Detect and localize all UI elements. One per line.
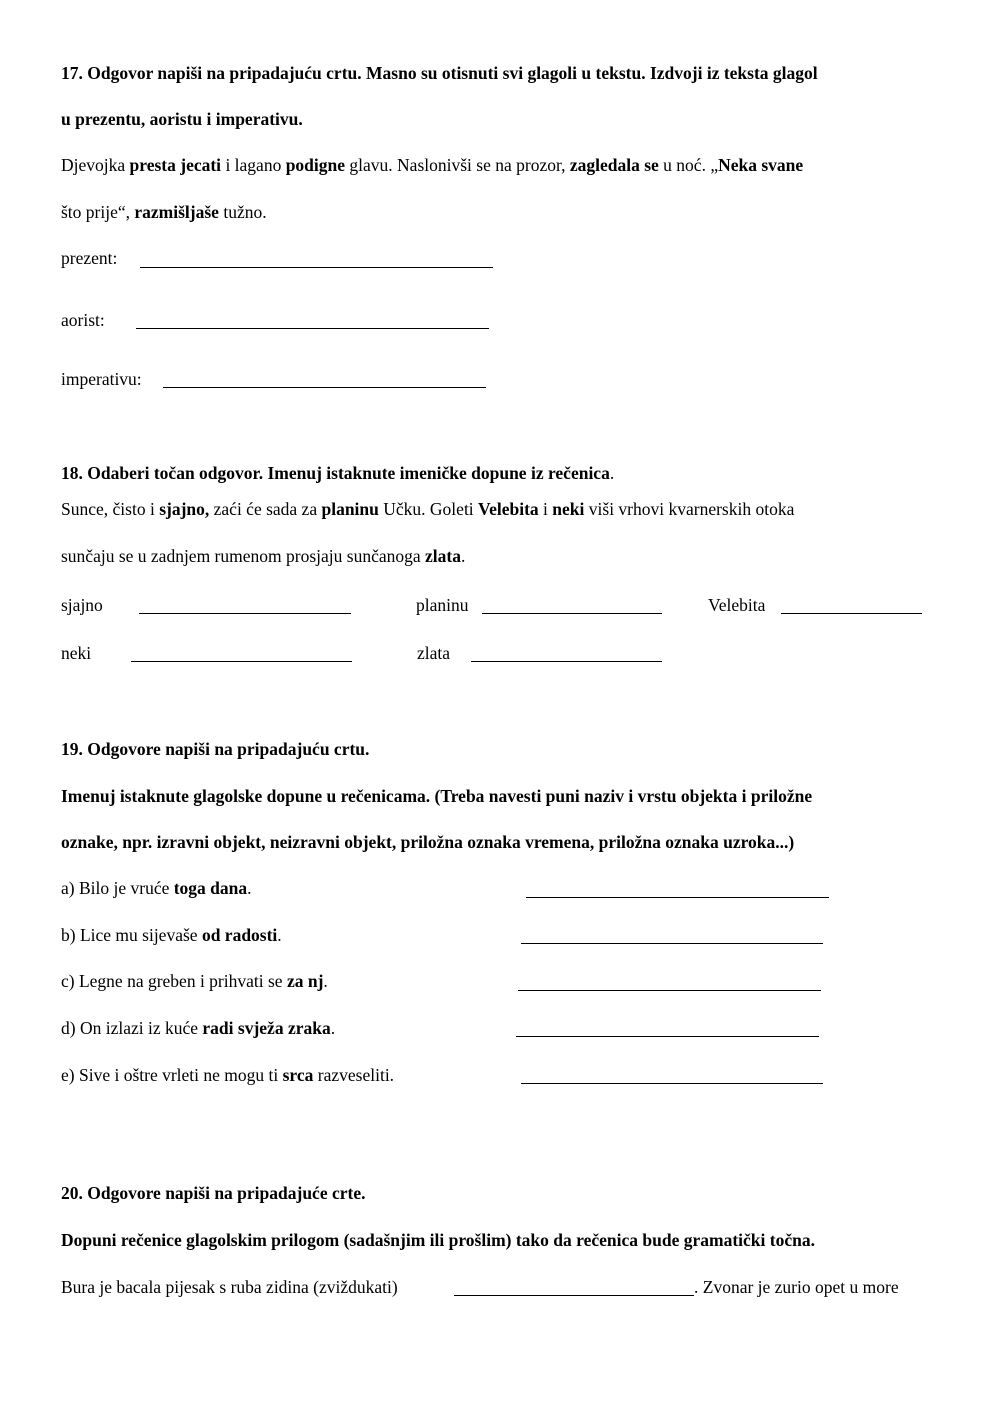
q19-sentence-c	[61, 969, 328, 993]
text-segment: sunčaju se u zadnjem rumenom prosjaju sunčanoga	[61, 546, 425, 566]
q17-heading-line1: 17. Odgovor napiši na pripadajuću crtu. Masno su otisnuti svi glagoli u tekstu. Izdvoji iz teksta glagol	[61, 63, 818, 83]
text-segment: tužno.	[218, 202, 267, 222]
q19-sentence-b	[61, 923, 282, 947]
q18-zlata-answer-line[interactable]	[471, 661, 662, 662]
bold-text-segment: neki	[552, 499, 585, 519]
bold-text-segment: Neka svane	[718, 155, 804, 175]
q17-imperativ-answer-line[interactable]	[163, 387, 486, 388]
text-segment: razveseliti.	[313, 1065, 395, 1085]
bold-text-segment: od radosti	[201, 925, 278, 945]
q18-text-line1	[61, 497, 794, 521]
text-segment: .	[330, 1018, 336, 1038]
text-segment: .	[323, 971, 328, 991]
q18-neki-answer-line[interactable]	[131, 661, 352, 662]
q17-aorist-label: aorist:	[61, 310, 105, 330]
q19-instruction-line1: Imenuj istaknute glagolske dopune u rečenicama. (Treba navesti puni naziv i vrstu objekta i priložne	[61, 786, 813, 806]
text-segment: u noć. „	[658, 155, 719, 175]
text-segment: što prije“,	[61, 202, 135, 222]
bold-text-segment: podigne	[285, 155, 346, 175]
q20-sentence-end: . Zvonar je zurio opet u more	[694, 1277, 899, 1297]
text-segment: Sunce, čisto i	[61, 499, 160, 519]
q19-sentence-e	[61, 1063, 394, 1087]
q19-answer-line-c[interactable]	[518, 990, 821, 991]
q20-instruction: Dopuni rečenice glagolskim prilogom (sadašnjim ili prošlim) tako da rečenica bude gramatički točna.	[61, 1230, 815, 1250]
q17-aorist-answer-line[interactable]	[136, 328, 489, 329]
text-segment: c) Legne na greben i prihvati se	[61, 971, 287, 991]
bold-text-segment: za nj	[286, 971, 324, 991]
q17-text-line1	[61, 153, 803, 177]
q18-heading-text: 18. Odaberi točan odgovor. Imenuj istaknute imeničke dopune iz rečenica	[61, 463, 610, 483]
text-segment: glavu. Naslonivši se na prozor,	[345, 155, 570, 175]
q18-planinu-label: planinu	[416, 595, 469, 615]
q17-heading-line2: u prezentu, aoristu i imperativu.	[61, 109, 303, 129]
q18-text-line2	[61, 544, 465, 568]
text-segment: viši vrhovi kvarnerskih otoka	[584, 499, 795, 519]
text-segment: .	[277, 925, 282, 945]
bold-text-segment: zlata	[425, 546, 461, 566]
q19-answer-line-b[interactable]	[521, 943, 823, 944]
q19-instruction-line2: oznake, npr. izravni objekt, neizravni objekt, priložna oznaka vremena, priložna oznaka uzroka...)	[61, 832, 795, 852]
text-segment: d) On izlazi iz kuće	[61, 1018, 203, 1038]
text-segment: i lagano	[221, 155, 286, 175]
q17-text-line2	[61, 200, 267, 224]
q18-neki-label: neki	[61, 643, 92, 663]
q18-zlata-label: zlata	[417, 643, 451, 663]
q20-answer-line[interactable]	[454, 1295, 694, 1296]
text-segment: .	[247, 878, 252, 898]
q20-sentence-start: Bura je bacala pijesak s ruba zidina (zviždukati)	[61, 1277, 398, 1297]
text-segment: a) Bilo je vruće	[61, 878, 174, 898]
q17-prezent-label: prezent:	[61, 248, 118, 268]
bold-text-segment: razmišljaše	[134, 202, 219, 222]
q18-velebita-label: Velebita	[708, 595, 766, 615]
q18-sjajno-label: sjajno	[61, 595, 103, 615]
text-segment: zaći će sada za	[209, 499, 322, 519]
q19-answer-line-d[interactable]	[516, 1036, 819, 1037]
bold-text-segment: sjajno,	[159, 499, 210, 519]
bold-text-segment: toga dana	[173, 878, 248, 898]
q18-velebita-answer-line[interactable]	[781, 613, 922, 614]
text-segment: Učku. Goleti	[378, 499, 479, 519]
q18-heading-end: .	[609, 463, 615, 483]
bold-text-segment: planinu	[321, 499, 379, 519]
bold-text-segment: Velebita	[478, 499, 539, 519]
text-segment: Djevojka	[61, 155, 130, 175]
text-segment: e) Sive i oštre vrleti ne mogu ti	[61, 1065, 283, 1085]
bold-text-segment: srca	[282, 1065, 314, 1085]
bold-text-segment: presta jecati	[129, 155, 222, 175]
q18-planinu-answer-line[interactable]	[482, 613, 662, 614]
bold-text-segment: radi svježa zraka	[202, 1018, 331, 1038]
q18-heading	[61, 461, 614, 485]
q19-answer-line-e[interactable]	[521, 1083, 823, 1084]
q18-sjajno-answer-line[interactable]	[139, 613, 351, 614]
q19-heading: 19. Odgovore napiši na pripadajuću crtu.	[61, 739, 370, 759]
q17-imperativ-label: imperativu:	[61, 369, 142, 389]
text-segment: i	[538, 499, 553, 519]
text-segment: .	[460, 546, 466, 566]
q20-heading: 20. Odgovore napiši na pripadajuće crte.	[61, 1183, 366, 1203]
q19-sentence-a	[61, 876, 252, 900]
bold-text-segment: zagledala se	[569, 155, 659, 175]
q19-sentence-d	[61, 1016, 335, 1040]
q17-prezent-answer-line[interactable]	[140, 267, 493, 268]
q19-answer-line-a[interactable]	[526, 897, 829, 898]
text-segment: b) Lice mu sijevaše	[61, 925, 202, 945]
